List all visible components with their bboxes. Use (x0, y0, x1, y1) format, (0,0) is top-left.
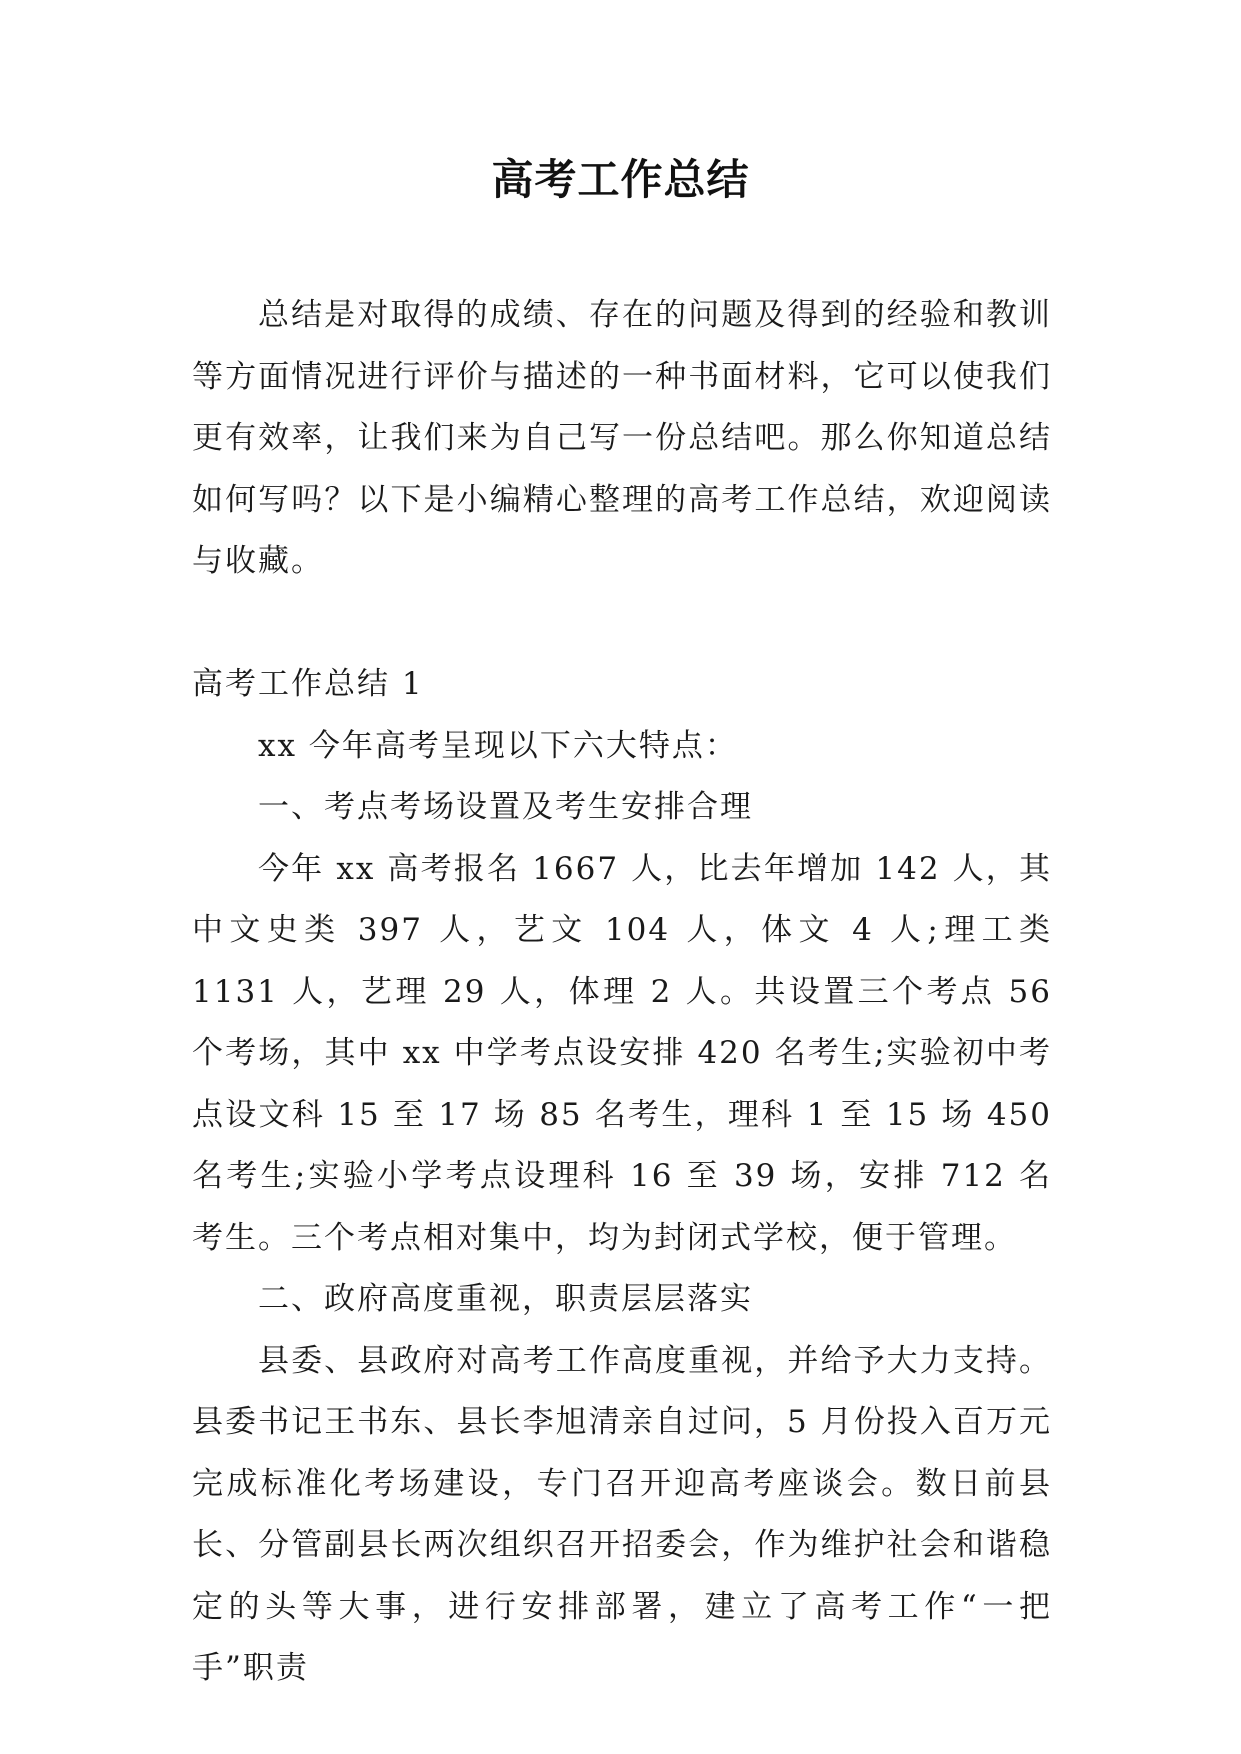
subheading-1: 一、考点考场设置及考生安排合理 (258, 789, 753, 825)
subheading-2: 二、政府高度重视，职责层层落实 (258, 1281, 753, 1317)
body-paragraph: xx 今年高考呈现以下六大特点： (258, 727, 738, 764)
intro-paragraph: 总结是对取得的成绩、存在的问题及得到的经验和教训等方面情况进行评价与描述的一种书面材料，它可以使我们更有效率，让我们来为自己写一份总结吧。那么你知道总结如何写吗？以下是小编精心整理的高考工作总结，欢迎阅读与收藏。 (192, 297, 1052, 579)
body-paragraph: 今年 xx 高考报名 1667 人，比去年增加 142 人，其中文史类 397 人，艺文 104 人，体文 4 人;理工类 1131 人，艺理 29 人，体理 2 人。共设置三个考点 56 个考场，其中 xx 中学考点设安排 420 名考生;实验初中考点设文科 15 至 17 场 85 名考生，理科 1 至 15 场 450 名考生;实验小学考点设理科 16 至 39 场，安排 712 名考生。三个考点相对集中，均为封闭式学校，便于管理。 (192, 850, 1052, 1256)
document-body (192, 285, 1052, 1700)
section-title: 高考工作总结 1 (192, 666, 424, 702)
body-paragraph: 县委、县政府对高考工作高度重视，并给予大力支持。县委书记王书东、县长李旭清亲自过问，5 月份投入百万元完成标准化考场建设，专门召开迎高考座谈会。数日前县长、分管副县长两次组织召开招委会，作为维护社会和谐稳定的头等大事，进行安排部署，建立了高考工作“一把手”职责 (192, 1342, 1052, 1686)
document-title: 高考工作总结 (491, 155, 750, 204)
paragraph-gap (192, 593, 1052, 655)
